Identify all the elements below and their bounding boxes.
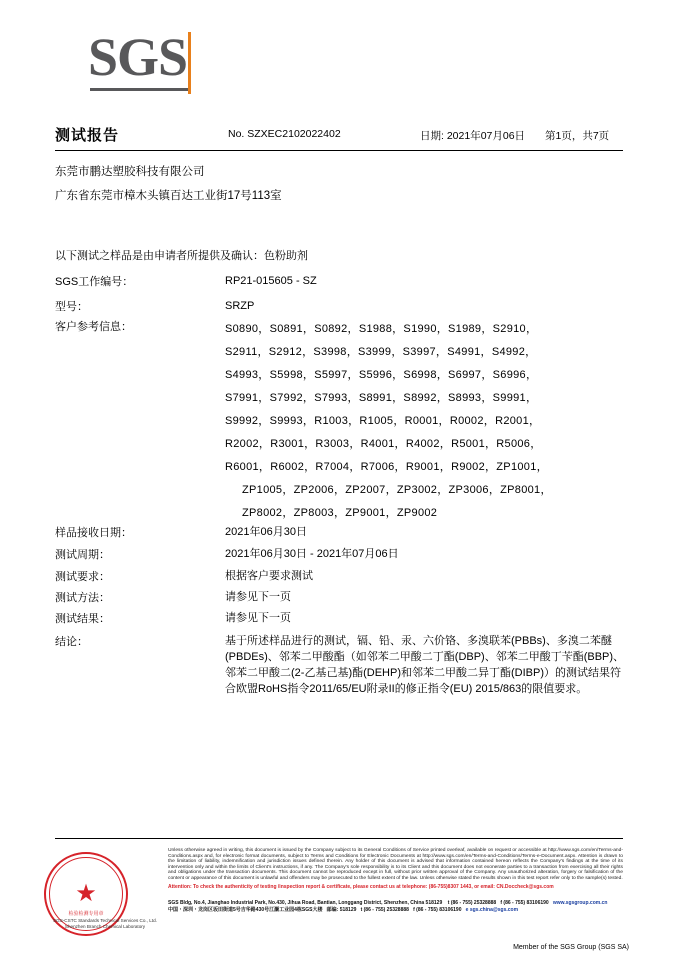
field-testing-period-value: 2021年06月30日 - 2021年07月06日 (225, 548, 399, 560)
sgs-logo-accent-bar (188, 32, 191, 94)
sgs-logo-text: SGS (88, 27, 188, 87)
company-name: 东莞市鹏达塑胶科技有限公司 (55, 166, 205, 178)
field-customer-reference-label: 客户参考信息： (55, 321, 132, 333)
footer-website[interactable]: www.sgsgroup.com.cn (552, 900, 608, 906)
footer-fax-cn: f (86 - 755) 83106190 (413, 907, 462, 914)
footer-tel-en: t (86 - 755) 25328888 (447, 900, 497, 906)
field-conclusion-label: 结论： (55, 636, 88, 648)
field-model-label: 型号： (55, 301, 88, 313)
footer-address-cn-row (168, 907, 638, 914)
cust-ref-line: S4993，S5998，S5997，S5996，S6998，S6997，S6996， (225, 369, 538, 381)
cust-ref-line: ZP1005，ZP2006，ZP2007，ZP3002，ZP3006，ZP8001， (242, 484, 552, 496)
field-test-requirement-label: 测试要求： (55, 571, 110, 583)
lab-caption (40, 918, 170, 930)
field-test-result-label: 测试结果： (55, 613, 110, 625)
footer-fax-en: f (86 - 755) 83106190 (500, 900, 549, 906)
field-conclusion-value: 基于所述样品进行的测试，镉、铅、汞、六价铬、多溴联苯(PBBs)、多溴二苯醚(PBDEs)、邻苯二甲酸酯（如邻苯二甲酸二丁酯(DBP)、邻苯二甲酸丁苄酯(BBP)、邻苯二甲酸二(2-乙基己基)酯(DEHP)和邻苯二甲酸二异丁酯(DIBP)）的测试结果符合欧盟RoHS指令2011/65/EU附录II的修正指令(EU) 2015/863的限值要求。 (225, 635, 625, 695)
field-model-value: SRZP (225, 300, 255, 312)
field-sample-received-date-value: 2021年06月30日 (225, 526, 307, 538)
cust-ref-line: ZP8002，ZP8003，ZP9001，ZP9002 (242, 507, 438, 519)
sample-statement: 以下测试之样品是由申请者所提供及确认：色粉助剂 (55, 250, 308, 262)
seal-bottom-text: 检验检测专用章 (68, 911, 104, 917)
cust-ref-line: S7991，S7992，S7993，S8991，S8992，S8993，S9991， (225, 392, 538, 404)
page-count: 第1页，共7页 (545, 130, 610, 142)
page-title: 测试报告 (55, 127, 120, 144)
footer-divider (55, 838, 623, 839)
field-job-number-label: SGS工作编号： (55, 276, 134, 288)
header-divider (55, 150, 623, 151)
field-customer-reference-value (225, 318, 625, 525)
field-testing-period-label: 测试周期： (55, 549, 110, 561)
footer-member-line: Member of the SGS Group (SGS SA) (513, 944, 629, 951)
report-number: No. SZXEC2102022402 (228, 128, 341, 140)
footer-address-block (168, 900, 638, 914)
field-test-method-label: 测试方法： (55, 592, 110, 604)
company-seal-stamp (44, 852, 136, 944)
field-sample-received-date-label: 样品接收日期： (55, 527, 132, 539)
cust-ref-line: R2002，R3001，R3003，R4001，R4002，R5001，R5006， (225, 438, 542, 450)
sgs-logo-underline (90, 88, 188, 91)
footer-attention: Attention: To check the authenticity of testing /inspection report & certificate, please contact us at telephone: (86-755)8307 1443, or email: CN.Doccheck@sgs.com (168, 883, 554, 890)
star-icon: ★ (75, 880, 97, 907)
field-test-result-value: 请参见下一页 (225, 612, 291, 624)
report-date: 日期: 2021年07月06日 (420, 130, 526, 142)
footer-zip-cn: 邮编: 518129 (326, 907, 357, 914)
company-address: 广东省东莞市樟木头镇百达工业街17号113室 (55, 190, 282, 202)
sgs-logo (88, 27, 198, 92)
lab-caption-line1: SGS-CSTC Standards Technical Services Co., Ltd. (53, 918, 157, 923)
field-job-number-value: RP21-015605 - SZ (225, 275, 317, 287)
footer-disclaimer: Unless otherwise agreed in writing, this document is issued by the Company subject to its General Conditions of Service printed overleaf, available on request or accessible at http://www.sgs.com/en/Terms-and-Conditions.aspx and, for electronic format documents, subject to Terms and Conditions for Electronic Documents at http://www.sgs.com/en/Terms-and-Conditions/Terms-e-Document.aspx. Attention is drawn to the limitation of liability, indemnification and jurisdiction issues defined therein. Any holder of this document is advised that information contained hereon reflects the Company's findings at the time of its intervention only and within the limits of Client's instructions, if any. The Company's sole responsibility is to its Client and this document does not exonerate parties to a transaction from exercising all their rights and obligations under the transaction documents. This document cannot be reproduced except in full, without prior written approval of the Company. Any unauthorized alteration, forgery or falsification of the content or appearance of this document is unlawful and offenders may be prosecuted to the fullest extent of the law. Unless otherwise stated the results shown in this test report refer only to the sample(s) tested. (168, 848, 623, 881)
footer-address-cn: 中国・深圳・龙岗区坂田街道5号吉华路430号江灏工业园4栋SGS大楼 (168, 907, 323, 914)
footer-legal (168, 848, 623, 890)
cust-ref-line: R6001，R6002，R7004，R7006，R9001，R9002，ZP1001， (225, 461, 548, 473)
footer-address-en: SGS Bldg, No.4, Jianghao Industrial Park, No.430, Jihua Road, Bantian, Longgang District, Shenzhen, China 518129 (168, 900, 443, 906)
footer-email-cn[interactable]: e sgs.china@sgs.com (465, 907, 519, 914)
cust-ref-line: S0890，S0891，S0892，S1988，S1990，S1989，S2910， (225, 323, 538, 335)
footer-tel-cn: t (86 - 755) 25328888 (360, 907, 409, 914)
lab-caption-line2: Shenzhen Branch Chemical Laboratory (64, 924, 146, 929)
field-test-requirement-value: 根据客户要求测试 (225, 570, 313, 582)
field-test-method-value: 请参见下一页 (225, 591, 291, 603)
cust-ref-line: S2911，S2912，S3998，S3999，S3997，S4991，S4992， (225, 346, 537, 358)
cust-ref-line: S9992，S9993，R1003，R1005，R0001，R0002，R2001， (225, 415, 541, 427)
